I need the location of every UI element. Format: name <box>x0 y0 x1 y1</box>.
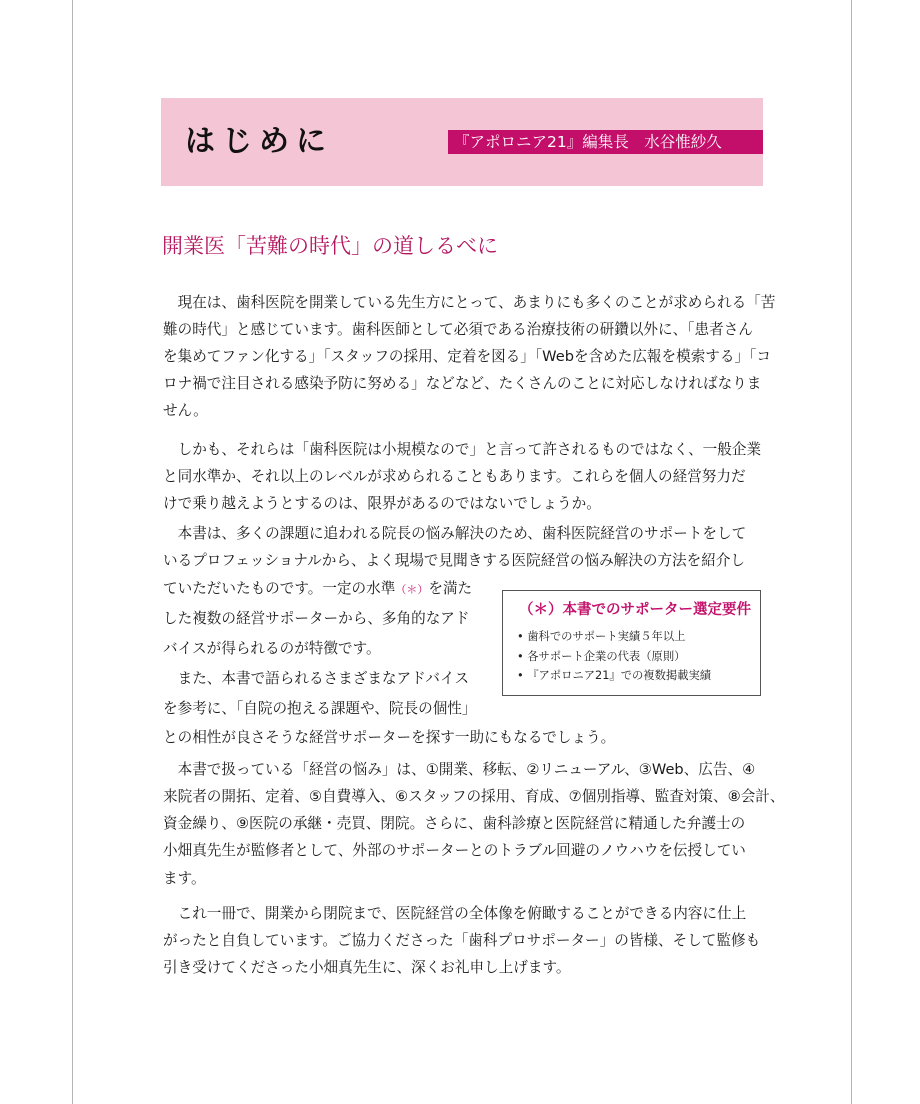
text-line: した複数の経営サポーターから、多角的なアド <box>163 610 470 627</box>
section-title: 開業医「苦難の時代」の道しるべに <box>162 234 498 258</box>
author-label: 『アポロニア21』編集長 水谷惟紗久 <box>448 130 763 154</box>
text-line: せん。 <box>163 402 208 419</box>
text-line: 資金繰り、⑨医院の承継・売買、閉院。さらに、歯科診療と医院経営に精通した弁護士の <box>163 815 746 832</box>
footnote-mark: （＊） <box>395 583 429 596</box>
text-line: がったと自負しています。ご協力くださった「歯科プロサポーター」の皆様、そして監修も <box>163 932 761 949</box>
text-line: バイスが得られるのが特徴です。 <box>163 640 381 657</box>
text-line: また、本書で語られるさまざまなアドバイス <box>163 670 470 687</box>
text-segment: ていただいたものです。一定の水準 <box>163 580 396 597</box>
text-line: 難の時代」と感じています。歯科医師として必須である治療技術の研鑽以外に、「患者さん <box>163 321 753 338</box>
text-line: 来院者の開拓、定着、⑤自費導入、⑥スタッフの採用、育成、⑦個別指導、監査対策、⑧会計、 <box>163 788 785 805</box>
text-line: けで乗り越えようとするのは、限界があるのではないでしょうか。 <box>163 495 601 512</box>
text-line: しかも、それらは「歯科医院は小規模なので」と言って許されるものではなく、一般企業 <box>163 441 762 458</box>
requirement-item: • 『アポロニア21』での複数掲載実績 <box>517 669 712 682</box>
text-line: との相性が良さそうな経営サポーターを探す一助にもなるでしょう。 <box>163 729 616 746</box>
requirement-item: • 歯科でのサポート実績５年以上 <box>517 630 686 643</box>
text-line: 本書は、多くの課題に追われる院長の悩み解決のため、歯科医院経営のサポートをして <box>163 525 747 542</box>
page-title: はじめに <box>185 124 333 159</box>
text-line: ロナ禍で注目される感染予防に努める」などなど、たくさんのことに対応しなければなりま <box>163 375 762 392</box>
text-line: いるプロフェッショナルから、よく現場で見聞きする医院経営の悩み解決の方法を紹介し <box>163 552 746 569</box>
text-line: 小畑真先生が監修者として、外部のサポーターとのトラブル回避のノウハウを伝授してい <box>163 842 746 859</box>
text-line: これ一冊で、開業から閉院まで、医院経営の全体像を俯瞰することができる内容に仕上 <box>163 905 747 922</box>
requirement-item: • 各サポート企業の代表（原則） <box>517 650 686 663</box>
text-line: 現在は、歯科医院を開業している先生方にとって、あまりにも多くのことが求められる「苦 <box>163 294 776 311</box>
text-segment: を満た <box>428 580 473 597</box>
requirements-title: （＊）本書でのサポーター選定要件 <box>519 602 751 618</box>
text-line: を参考に、「自院の抱える課題や、院長の個性」 <box>163 700 477 717</box>
text-line: ます。 <box>163 870 206 887</box>
text-line: 引き受けてくださった小畑真先生に、深くお礼申し上げます。 <box>163 959 571 976</box>
text-line: と同水準か、それ以上のレベルが求められることもあります。これらを個人の経営努力だ <box>163 468 746 485</box>
text-line: を集めてファン化する」「スタッフの採用、定着を図る」「Webを含めた広報を模索する」「コ <box>163 348 771 365</box>
text-line: 本書で扱っている「経営の悩み」は、①開業、移転、②リニューアル、③Web、広告、④ <box>163 761 756 778</box>
requirements-box <box>502 590 761 696</box>
text-line <box>163 576 472 604</box>
